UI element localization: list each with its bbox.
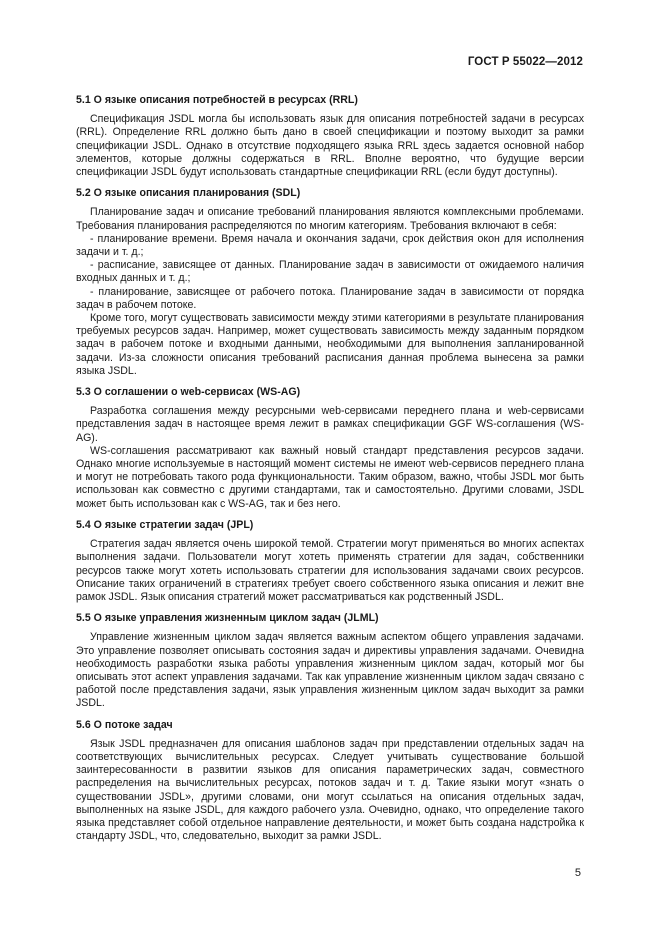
document-body	[76, 94, 584, 851]
paragraph: WS-соглашения рассматривают как важный новый стандарт представления ресурсов задачи. Однако многие используемые в настоящий момент системы не имеют web-сервисов переднего плана и могут не потребовать такого рода функциональности. Таким образом, важно, чтобы JSDL мог быть использован как совместно с другими стандартами, так и самостоятельно. Другими словами, JSDL может быть использован как с WS-AG, так и без него.	[76, 444, 584, 510]
paragraph: Стратегия задач является очень широкой темой. Стратегии могут применяться во многих аспектах выполнения задачи. Пользователи могут хотеть применять стратегии для задач, собственники ресурсов также могут хотеть использовать стратегии для использования задачами своих ресурсов. Описание таких ограничений в стратегиях требует своего собственного языка описания и лежит вне рамок JSDL. Язык описания стратегий может рассматриваться как родственный JSDL.	[76, 538, 584, 603]
paragraph: Спецификация JSDL могла бы использовать язык для описания потребностей задачи в ресурсах (RRL). Определение RRL должно быть дано в своей спецификации и поэтому выходит за рамки спецификации JSDL. Однако в отсутствие подходящего языка RRL здесь задается основной набор элементов, которые должны содержаться в RRL. Вполне вероятно, что будущие версии спецификации JSDL будут использовать стандартные спецификации RRL (если будут доступны).	[76, 113, 584, 179]
section-5-3	[76, 386, 584, 511]
section-5-5	[76, 612, 584, 710]
section-heading: 5.1 О языке описания потребностей в ресурсах (RRL)	[76, 94, 358, 106]
list-item: - расписание, зависящее от данных. Планирование задач в зависимости от ожидаемого наличия входных данных и т. д.;	[76, 259, 584, 285]
paragraph: Управление жизненным циклом задач является важным аспектом общего управления задачами. Это управление позволяет описывать состояния задач и директивы управления задачами. Очевидна необходимость разработки языка работы управления жизненным циклом задач, который мог бы описывать этот аспект управления задачами. Так как управление жизненным циклом задач связано с работой после представления задачи, язык управления жизненным циклом задач выходит за рамки JSDL.	[76, 631, 584, 710]
paragraph: Кроме того, могут существовать зависимости между этими категориями в результате планирования требуемых ресурсов задач. Например, может существовать зависимость между заданным порядком задач в рабочем потоке и входными данными, необходимыми для выполнения запланированной задачи. Из-за сложности описания требований расписания данная проблема вынесена за рамки языка JSDL.	[76, 312, 584, 377]
list-item: - планирование времени. Время начала и окончания задачи, срок действия окон для исполнения задачи и т. д.;	[76, 232, 584, 259]
paragraph: Планирование задач и описание требований планирования являются комплексными проблемами. Требования планирования распределяются по многим категориям. Требования включают в себя:	[76, 206, 584, 232]
paragraph: Язык JSDL предназначен для описания шаблонов задач при представлении отдельных задач на соответствующих вычислительных ресурсах. Следует учитывать существование большой заинтересованности в развитии языков для описания параметрических задач, совместного распределения на вычислительных ресурсах, потоков задач и т. д. Такие языки могут «знать о существовании JSDL», другими словами, они могут ссылаться на описания отдельных задач, выполненных на языке JSDL, для каждого рабочего узла. Очевидно, однако, что определение такого языка представляет собой отдельное направление деятельности, и может быть создана надстройка к стандарту JSDL, что, следовательно, выходит за рамки JSDL.	[76, 737, 584, 843]
list-item: - планирование, зависящее от рабочего потока. Планирование задач в зависимости от порядка задач в рабочем потоке.	[76, 285, 584, 311]
page-number: 5	[574, 867, 581, 879]
section-heading: 5.4 О языке стратегии задач (JPL)	[76, 518, 254, 531]
section-5-2	[76, 187, 584, 378]
paragraph: Разработка соглашения между ресурсными web-сервисами переднего плана и web-сервисами представления задач в настоящее время лежит в рамках спецификации GGF WS-соглашения (WS-AG).	[76, 405, 584, 444]
standard-header: ГОСТ Р 55022—2012	[467, 56, 583, 68]
section-5-1	[76, 94, 584, 179]
section-heading: 5.5 О языке управления жизненным циклом задач (JLML)	[76, 612, 379, 625]
section-5-4	[76, 519, 584, 604]
section-heading: 5.2 О языке описания планирования (SDL)	[76, 187, 301, 200]
section-5-6	[76, 719, 584, 844]
section-heading: 5.6 О потоке задач	[76, 718, 173, 731]
section-heading: 5.3 О соглашении о web-сервисах (WS-AG)	[76, 386, 301, 399]
